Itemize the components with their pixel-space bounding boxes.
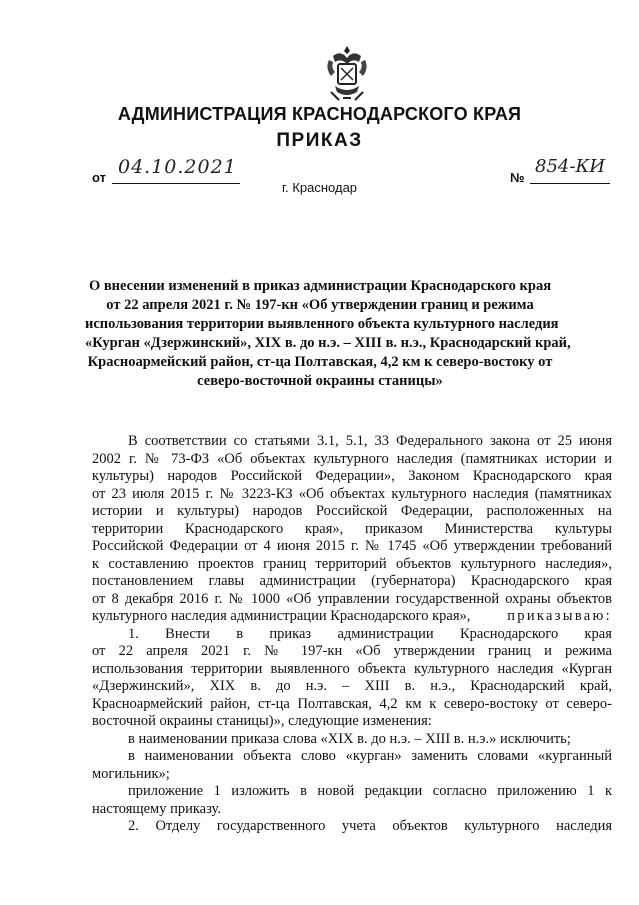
body-line: восточной окраины станицы)», следующие изменения:: [92, 713, 432, 729]
word: края: [584, 625, 612, 642]
title-line: использования территории выявленного объекта культурного наследия: [85, 316, 559, 332]
number-value: 854-КИ: [535, 156, 606, 177]
body-line: от 22 апреля 2021 г. № 197-кн «Об утверждении границ и режима: [92, 643, 612, 659]
change-2-cont: могильник»;: [92, 765, 170, 782]
title-line: от 22 апреля 2021 г. № 197-кн «Об утверждении границ и режима: [106, 297, 534, 313]
word: приказ: [269, 625, 312, 642]
coat-of-arms-icon: [323, 42, 371, 104]
body-line: Красноармейский район, ст-ца Полтавская, 4,2 км к северо-востоку от северо-: [92, 695, 612, 712]
word: администрации: [337, 625, 434, 642]
body-line: от 8 декабря 2016 г. № 1000 «Об управлении государственной охраны объектов: [92, 590, 612, 607]
change-3: приложение 1 изложить в новой редакции согласно приложению 1 к: [128, 783, 612, 799]
body-line: Российской Федерации от 4 июня 2015 г. № 1745 «Об утверждении требований: [92, 538, 612, 554]
title-line: О внесении изменений в приказ администрации Краснодарского края: [88, 278, 552, 294]
body-line: от 23 июля 2015 г. № 3223-КЗ «Об объектах культурного наследия (памятниках: [92, 485, 612, 502]
date-value: 04.10.2021: [118, 156, 237, 178]
organization-name: АДМИНИСТРАЦИЯ КРАСНОДАРСКОГО КРАЯ: [117, 104, 522, 124]
body-line: к составлению проектов границ территорий объектов культурного наследия»,: [92, 555, 612, 572]
word: Краснодарского: [459, 625, 559, 642]
body-line-text: культурного наследия администрации Краснодарского края»,: [92, 608, 471, 624]
document-body: [92, 433, 612, 836]
title-line: «Курган «Дзержинский», XIX в. до н.э. – XIII в. н.э., Краснодарский край,: [85, 335, 571, 351]
body-line: 2002 г. № 73-ФЗ «Об объектах культурного наследия (памятниках истории и: [92, 450, 612, 467]
word: Внести: [165, 625, 210, 642]
body-line: культуры) народов Российской Федерации», Законом Краснодарского края: [92, 468, 612, 484]
city: г. Краснодар: [281, 180, 358, 195]
body-line: В соответствии со статьями 3.1, 5.1, 33 Федерального закона от 25 июня: [128, 433, 612, 449]
body-line: «Дзержинский», XIX в. до н.э. – XIII в. н.э., Краснодарский край,: [92, 678, 612, 694]
word: в: [236, 625, 244, 642]
change-1: в наименовании приказа слова «XIX в. до н.э. – XIII в. н.э.» исключить;: [128, 730, 571, 747]
item-1-first-line: [92, 626, 612, 644]
change-2: в наименовании объекта слово «курган» заменить словами «курганный: [128, 748, 612, 764]
body-line: территории Краснодарского края», приказом Министерства культуры: [92, 520, 612, 537]
title-line: северо-восточной окраины станицы»: [197, 373, 443, 389]
body-line: использования территории выявленного объекта культурного наследия «Курган: [92, 660, 612, 677]
document-type: ПРИКАЗ: [276, 130, 363, 151]
body-line: истории и культуры) народов Российской Федерации, расположенных на: [92, 503, 612, 519]
number-label: №: [510, 170, 525, 185]
body-line: [92, 608, 612, 626]
word: 1.: [128, 625, 139, 642]
change-3-cont: настоящему приказу.: [92, 800, 221, 817]
title-line: Красноармейский район, ст-ца Полтавская, 4,2 км к северо-востоку от: [87, 354, 553, 370]
order-word: приказываю:: [507, 608, 612, 624]
date-label: от: [92, 170, 106, 185]
item-2: 2. Отделу государственного учета объектов культурного наследия: [128, 818, 612, 834]
document-title: [85, 277, 571, 391]
body-line: постановлением главы администрации (губернатора) Краснодарского края: [92, 573, 612, 589]
